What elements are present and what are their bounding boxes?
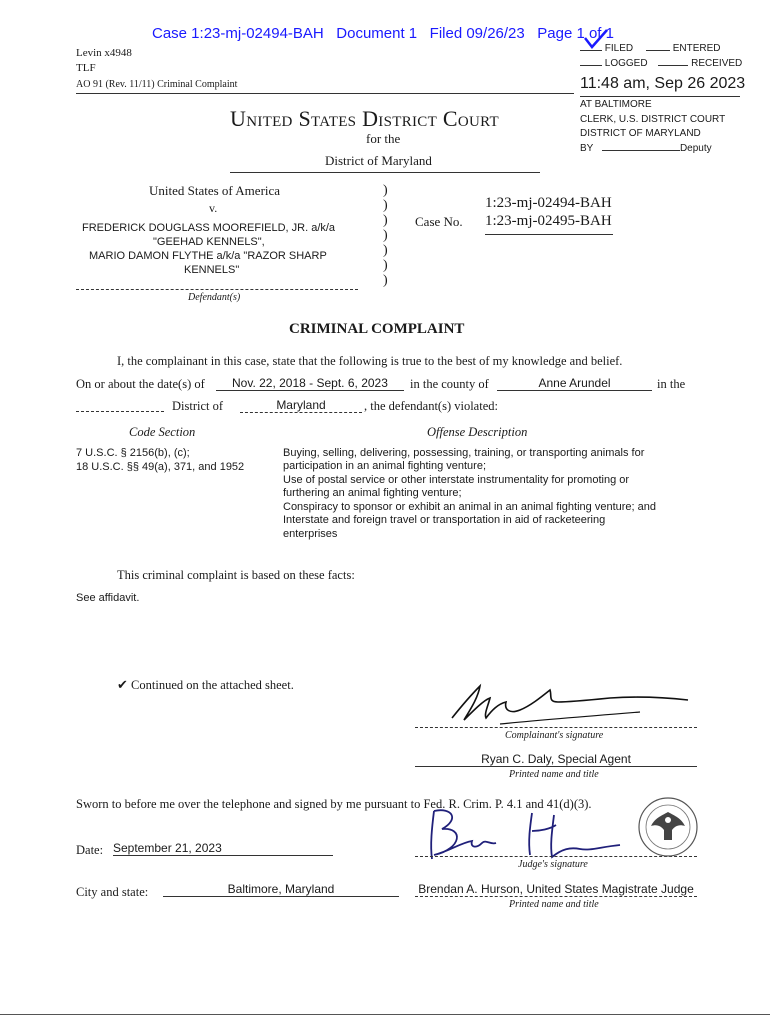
on-or-about-label: On or about the date(s) of (76, 377, 205, 391)
clerk-timestamp-rule (580, 96, 740, 97)
code-section-2: 18 U.S.C. §§ 49(a), 371, and 1952 (76, 461, 245, 473)
complainant-sig-label: Complainant's signature (505, 730, 604, 741)
logged-label: LOGGED (604, 58, 648, 69)
judge-sig-label: Judge's signature (518, 859, 588, 870)
clerk-by-row (580, 142, 712, 156)
clerk-at: AT BALTIMORE (580, 99, 652, 110)
complaint-intro: I, the complainant in this case, state that the following is true to the best of my knowledge and belief. (117, 354, 623, 368)
offense-line-3: Use of postal service or other interstate instrumentality for promoting or (283, 474, 630, 486)
court-title: United States District Court (230, 106, 499, 131)
county-label: in the county of (410, 377, 489, 391)
offense-dates: Nov. 22, 2018 - Sept. 6, 2023 (216, 376, 404, 391)
district-value: Maryland (240, 398, 362, 413)
city-state-label: City and state: (76, 885, 149, 899)
defendants-rule (76, 289, 358, 290)
judge-printed-label: Printed name and title (509, 899, 599, 910)
judge-name: Brendan A. Hurson, United States Magistrate Judge (415, 882, 697, 897)
clerk-stamp-filed-row (580, 42, 720, 56)
by-label: BY (580, 143, 594, 154)
filed-label: FILED (604, 43, 634, 54)
clerk-district: DISTRICT OF MARYLAND (580, 128, 701, 139)
versus-label: v. (209, 201, 218, 215)
district-of-label: District of (172, 399, 224, 413)
offense-line-4: furthering an animal fighting venture; (283, 487, 462, 499)
defendant-line-1: FREDERICK DOUGLASS MOOREFIELD, JR. a/k/a (82, 222, 336, 234)
clerk-stamp-logged-row (580, 57, 742, 71)
page-bottom-rule (0, 1014, 770, 1015)
sworn-statement: Sworn to before me over the telephone and signed by me pursuant to Fed. R. Crim. P. 4.1 and 41(d)(3). (76, 797, 592, 811)
defendants-label: Defendant(s) (188, 292, 241, 303)
continued-checkbox[interactable]: ✔ (117, 677, 128, 692)
offense-line-7: enterprises (283, 528, 338, 540)
facts-text: See affidavit. (76, 592, 140, 604)
offense-line-6: Interstate and foreign travel or transportation in aid of racketeering (283, 514, 606, 526)
for-the-label: for the (366, 131, 401, 146)
received-label: RECEIVED (691, 58, 743, 69)
complainant-sig-rule (415, 727, 697, 728)
case-number-rule (485, 234, 613, 235)
county-value: Anne Arundel (497, 376, 652, 391)
based-on-facts-label: This criminal complaint is based on these facts: (117, 568, 355, 582)
offense-line-5: Conspiracy to sponsor or exhibit an animal in an animal fighting venture; and (283, 501, 656, 513)
form-number: AO 91 (Rev. 11/11) Criminal Complaint (76, 79, 238, 90)
defendant-line-4: KENNELS" (184, 264, 240, 276)
deputy-label: Deputy (679, 143, 712, 154)
district-blank (76, 411, 164, 412)
preparer-line: Levin x4948 (76, 47, 132, 59)
continued-row (117, 677, 294, 693)
complainant-name: Ryan C. Daly, Special Agent (415, 752, 697, 767)
filing-header (152, 25, 614, 42)
court-seal-icon (637, 796, 699, 858)
offense-line-1: Buying, selling, delivering, possessing, training, or transporting animals for (283, 447, 645, 459)
complaint-heading: CRIMINAL COMPLAINT (289, 321, 465, 337)
district-rule (230, 172, 540, 173)
plaintiff-name: United States of America (149, 183, 281, 198)
document-number-stamp: Document 1 (336, 25, 418, 42)
code-section-header: Code Section (129, 425, 196, 439)
case-no-label: Case No. (415, 214, 463, 229)
complainant-printed-label: Printed name and title (509, 769, 599, 780)
defendant-line-3: MARIO DAMON FLYTHE a/k/a "RAZOR SHARP (89, 250, 327, 262)
filed-date-stamp: Filed 09/26/23 (429, 25, 525, 42)
in-the-label: in the (657, 377, 686, 391)
case-number-1: 1:23-mj-02494-BAH (485, 195, 612, 211)
code-section-1: 7 U.S.C. § 2156(b), (c); (76, 447, 190, 459)
court-district: District of Maryland (325, 153, 432, 168)
page-number-stamp: Page 1 of 1 (537, 25, 614, 42)
caption-parentheses: ) ) ) ) ) ) ) (383, 183, 388, 288)
continued-label: Continued on the attached sheet. (131, 678, 294, 692)
form-rule (76, 93, 574, 94)
violated-label: , the defendant(s) violated: (364, 399, 498, 413)
clerk-timestamp: 11:48 am, Sep 26 2023 (580, 75, 746, 92)
case-number-stamp: Case 1:23-mj-02494-BAH (152, 25, 324, 42)
offense-line-2: participation in an animal fighting venture; (283, 460, 487, 472)
preparer-initials: TLF (76, 62, 96, 74)
entered-label: ENTERED (672, 43, 721, 54)
case-number-2: 1:23-mj-02495-BAH (485, 213, 612, 229)
offense-description-header: Offense Description (427, 425, 528, 439)
defendant-line-2: "GEEHAD KENNELS", (153, 236, 265, 248)
city-state-value: Baltimore, Maryland (163, 882, 399, 897)
sworn-date: September 21, 2023 (113, 841, 333, 856)
date-label: Date: (76, 843, 104, 857)
clerk-name: CLERK, U.S. DISTRICT COURT (580, 114, 726, 125)
